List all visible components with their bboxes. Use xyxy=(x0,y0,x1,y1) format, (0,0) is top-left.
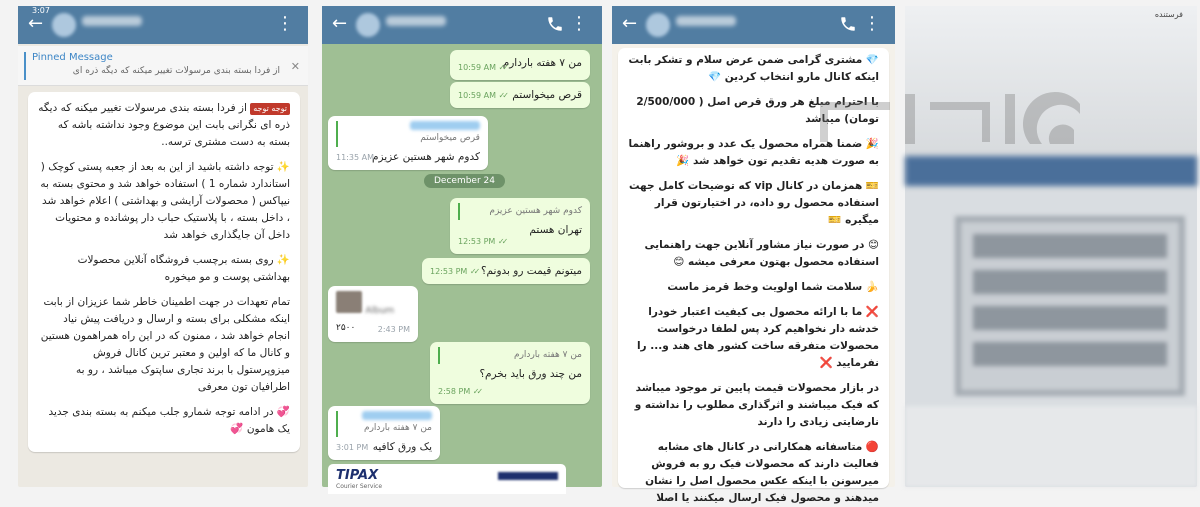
message-line: 💎 مشتری گرامی ضمن عرض سلام و تشکر بابت اینکه کانال مارو انتخاب کردین 💎 xyxy=(628,54,879,83)
message-text: تهران هستم xyxy=(529,224,582,236)
paragraph-text: ✨ توجه داشته باشید از این به بعد از جعبه پستی کوچک ( استاندارد شماره 1 ) استفاده خواهد شد و محتوی بسته به نیپاکس ( محصولات آرایشی و بهداشتی ) اعلام خواهد شد ، داخل بسته ، با پلاستیک حباب دار پوشانده و محتویات داخل آن جایگذاری خواهد شد xyxy=(40,161,290,241)
pin-icon[interactable]: ✕ xyxy=(290,60,300,73)
photo-blurred-package-document xyxy=(905,6,1197,487)
message-bubble-outgoing xyxy=(430,342,590,404)
more-menu-icon[interactable]: ⋮ xyxy=(863,13,881,34)
screenshot-pinned-message xyxy=(18,6,308,487)
phone-icon[interactable] xyxy=(546,14,564,34)
message-text: میتونم قیمت رو بدونم؟ xyxy=(480,265,582,277)
phone-icon[interactable] xyxy=(839,14,857,34)
read-ticks-icon: ✓✓ xyxy=(472,387,481,396)
back-arrow-icon[interactable]: ← xyxy=(622,13,638,34)
message-bubble-incoming xyxy=(328,406,440,460)
message-bubble-incoming xyxy=(328,116,488,170)
reply-text: من ۷ هفته باردارم xyxy=(514,350,582,360)
tipax-receipt-image[interactable] xyxy=(328,464,566,494)
time-text: 12:53 PM xyxy=(430,267,468,276)
read-ticks-icon: ✓✓ xyxy=(497,237,506,246)
receipt-header-band xyxy=(498,472,558,480)
reply-text: من ۷ هفته باردارم xyxy=(364,423,432,433)
message-text: کدوم شهر هستین عزیزم xyxy=(371,151,480,163)
message-time: 11:35 AM xyxy=(336,153,374,162)
more-menu-icon[interactable]: ⋮ xyxy=(570,13,588,34)
blurred-row xyxy=(973,342,1167,366)
avatar[interactable] xyxy=(646,13,670,37)
avatar[interactable] xyxy=(52,13,76,37)
back-arrow-icon[interactable]: ← xyxy=(28,13,44,34)
reply-name-blurred xyxy=(410,121,480,130)
paragraph-text: از فردا بسته بندی مرسولات تغییر میکنه که دیگه ذره ای نگرانی بابت این موضوع وجود نداشته باشه که بسته به دست مشتری ترسه.. xyxy=(38,102,290,148)
document-bottom xyxy=(905,406,1197,487)
reply-name-blurred xyxy=(362,411,432,420)
receipt-sub: Courier Service xyxy=(336,483,383,490)
message-line: ❌ ما با ارائه محصول بی کیفیت اعتبار خودرا خدشه دار نخواهیم کرد پس لطفا درخواست محصولات متفرقه ساخت کشور های هند و... را نفرمایید ❌ xyxy=(636,306,879,369)
reply-text: قرص میخواستم xyxy=(420,133,480,143)
message-text: من ۷ هفته باردارم xyxy=(502,57,582,69)
back-arrow-icon[interactable]: ← xyxy=(332,13,348,34)
message-text: قرص میخواستم xyxy=(512,89,582,101)
album-thumbnail[interactable] xyxy=(336,291,362,313)
paragraph-text: تمام تعهدات در جهت اطمینان خاطر شما عزیزان از بابت اینکه مشکلی برای بسته و ارسال و دریافت پیش نیاد انجام خواهد شد ، ممنون که در این راه همراهمون هستین و کانال ما که اولین و معتبر ترین کانال فروش میزوپرستول با برند تجاری ساپتوک میباشد ، رو به اطرافیان تون معرفی xyxy=(40,296,290,393)
blurred-row xyxy=(973,270,1167,294)
paragraph-text: 💞 در ادامه توجه شمارو جلب میکنم به بسته بندی جدید یک هامون 💞 xyxy=(48,406,290,435)
message-line: در بازار محصولات قیمت پایین تر موجود میباشد که فیک میباشند و اثرگذاری مطلوب را نداشته و نارضایتی زیادی را دارند xyxy=(634,382,879,428)
message-time xyxy=(458,87,506,104)
message-line: 🔴 متاسفانه همکارانی در کانال های مشابه فعالیت دارند که محصولات فیک رو به فروش میرسونن با اینکه عکس محصول اصل را نشان میدهند و محصول فیک ارسال میکنند یا اصلا xyxy=(645,441,879,504)
attention-tag: توجه توجه xyxy=(250,103,290,115)
blurred-label-box xyxy=(955,216,1185,396)
screenshot-channel-message xyxy=(612,6,895,504)
reply-quote[interactable] xyxy=(336,121,480,147)
message-bubble-outgoing xyxy=(450,198,590,254)
time-text: 12:53 PM xyxy=(458,237,496,246)
blurred-row xyxy=(973,234,1167,258)
reply-text: کدوم شهر هستین عزیزم xyxy=(489,206,582,216)
chat-header xyxy=(612,6,895,44)
reply-quote[interactable] xyxy=(336,411,432,437)
screenshot-chat-conversation xyxy=(322,6,602,490)
message-bubble-outgoing xyxy=(450,50,590,80)
reply-quote[interactable] xyxy=(438,347,582,364)
message-text: من چند ورق باید بخرم؟ xyxy=(479,368,582,380)
more-menu-icon[interactable]: ⋮ xyxy=(276,13,294,34)
message-time xyxy=(430,263,477,280)
watermark-logo-icon xyxy=(820,84,1090,154)
chat-name-blurred xyxy=(676,16,736,26)
receipt-brand: TIPAX xyxy=(336,468,379,483)
message-time xyxy=(438,383,480,400)
blurred-row xyxy=(973,306,1167,330)
pinned-message-bar[interactable] xyxy=(18,46,308,86)
message-line: با احترام مبلغ هر ورق قرص اصل ( 2/500/000 تومان) میباشد xyxy=(636,96,879,125)
document-band xyxy=(905,156,1197,186)
chat-name-blurred xyxy=(82,16,142,26)
message-line: 🎉 ضمنا همراه محصول یک عدد و بروشور راهنما به صورت هدیه تقدیم تون خواهد شد 🎉 xyxy=(628,138,879,167)
time-text: 10:59 AM xyxy=(458,63,496,72)
chat-name-blurred xyxy=(386,16,446,26)
message-bubble xyxy=(28,92,300,452)
pinned-accent xyxy=(24,52,26,80)
message-text: ۲۵۰۰ xyxy=(336,323,356,333)
time-text: 2:58 PM xyxy=(438,387,471,396)
read-ticks-icon: ✓✓ xyxy=(498,91,506,100)
read-ticks-icon: ✓✓ xyxy=(469,267,478,276)
reply-quote[interactable] xyxy=(458,203,582,220)
read-ticks-icon: ✓✓ xyxy=(498,63,506,72)
message-time: 3:01 PM xyxy=(336,443,369,452)
message-time xyxy=(458,233,505,250)
pinned-title: Pinned Message xyxy=(32,52,113,63)
chat-header xyxy=(18,6,308,44)
album-label: Album xyxy=(365,306,395,316)
message-line: 🎫 همزمان در کانال vip که توضیحات کامل جهت استفاده محصول رو داده، در اختیارتون قرار میگیره 🎫 xyxy=(628,180,879,226)
avatar[interactable] xyxy=(356,13,380,37)
message-bubble-outgoing xyxy=(450,82,590,108)
status-time: 3:07 xyxy=(32,6,50,15)
message-text: یک ورق کافیه xyxy=(372,441,432,453)
pinned-snippet: از فردا بسته بندی مرسولات تغییر میکنه که دیگه ذره ای xyxy=(72,66,280,76)
album-message[interactable] xyxy=(328,286,418,342)
time-text: 10:59 AM xyxy=(458,91,496,100)
message-line: 🍌 سلامت شما اولویت وخط قرمز ماست xyxy=(667,281,879,293)
message-line: 😊 در صورت نیاز مشاور آنلاین جهت راهنمایی استفاده محصول بهتون معرفی میشه 😊 xyxy=(644,239,879,268)
message-time xyxy=(458,59,506,76)
message-time: 2:43 PM xyxy=(377,325,410,334)
paragraph xyxy=(38,100,290,151)
chat-header xyxy=(322,6,602,44)
message-bubble-outgoing xyxy=(422,258,590,284)
date-chip: December 24 xyxy=(424,174,505,188)
sender-label: فرستنده xyxy=(1154,10,1183,19)
paragraph-text: ✨ روی بسته برچسب فروشگاه آنلاین محصولات بهداشتی پوست و مو میخوره xyxy=(77,254,290,283)
